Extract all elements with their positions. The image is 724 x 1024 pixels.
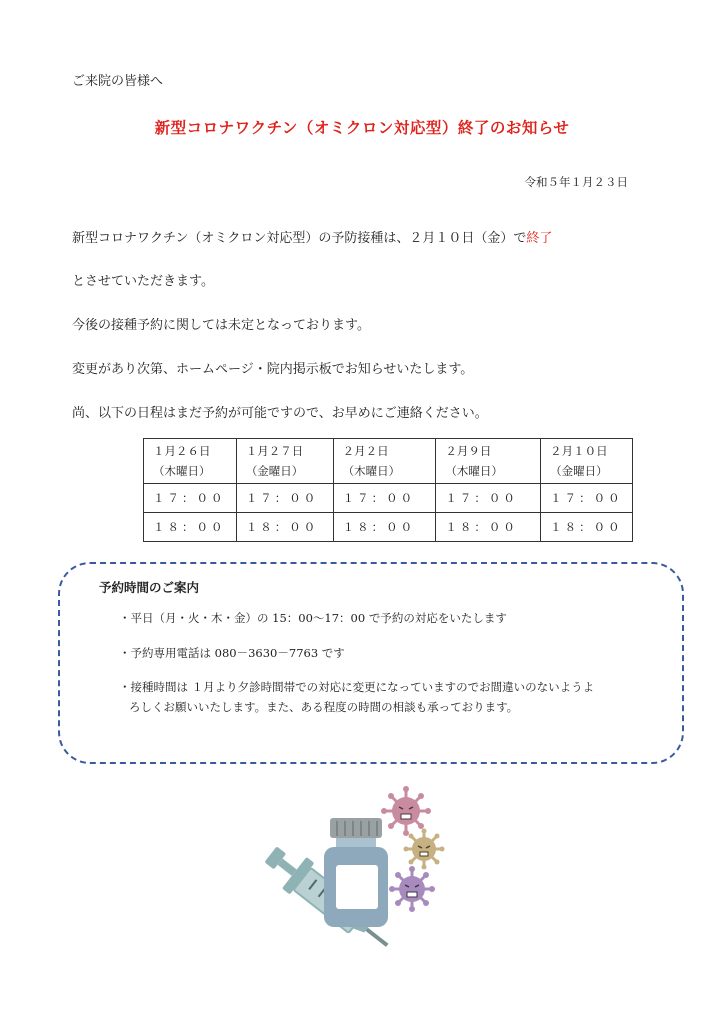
schedule-date-cell	[436, 439, 541, 484]
schedule-date: ２月２日	[342, 444, 389, 458]
schedule-slot: １８：００	[236, 513, 333, 542]
info-item: ・予約専用電話は 080－3630－7763 です	[119, 646, 345, 660]
schedule-date: ２月１０日	[550, 444, 608, 458]
schedule-weekday: （木曜日）	[342, 464, 401, 478]
info-item: ・接種時間は １月より夕診時間帯での対応に変更になっていますのでお間違いのないようよ	[119, 680, 595, 694]
info-title: 予約時間のご案内	[99, 580, 200, 595]
virus-icon	[381, 786, 445, 912]
schedule-slot-row	[144, 513, 633, 542]
schedule-weekday: （金曜日）	[550, 464, 608, 478]
schedule-date-cell	[333, 439, 436, 484]
schedule-slot: １８：００	[333, 513, 436, 542]
schedule-slot: １８：００	[144, 513, 237, 542]
schedule-slot: １７：００	[144, 484, 237, 513]
notice-title: 新型コロナワクチン（オミクロン対応型）終了のお知らせ	[154, 118, 570, 137]
schedule-date-cell	[144, 439, 237, 484]
schedule-date-cell	[236, 439, 333, 484]
schedule-slot: １７：００	[541, 484, 633, 513]
schedule-date: １月２６日	[153, 444, 211, 458]
schedule-slot: １８：００	[541, 513, 633, 542]
body-line-4: 変更があり次第、ホームページ・院内掲示板でお知らせいたします。	[72, 362, 474, 377]
vaccine-vial-icon	[324, 818, 388, 927]
schedule-slot: １７：００	[236, 484, 333, 513]
end-highlight: 終了	[526, 231, 553, 246]
info-item: ・平日（月・火・木・金）の 15：00～17：00 で予約の対応をいたします	[119, 611, 507, 625]
body-line-1	[72, 227, 552, 246]
schedule-date: １月２７日	[245, 444, 304, 458]
vaccine-illustration	[240, 785, 470, 965]
notice-date: 令和５年１月２３日	[524, 175, 628, 189]
schedule-header-row	[144, 439, 633, 484]
body-line-1-text: 新型コロナワクチン（オミクロン対応型）の予防接種は、２月１０日（金）で	[72, 231, 527, 246]
greeting: ご来院の皆様へ	[72, 74, 164, 89]
body-line-3: 今後の接種予約に関しては未定となっております。	[72, 318, 370, 333]
info-item-continued: ろしくお願いいたします。また、ある程度の時間の相談も承っております。	[129, 700, 519, 714]
schedule-weekday: （金曜日）	[245, 464, 304, 478]
body-line-2: とさせていただきます。	[72, 274, 214, 289]
schedule-date: ２月９日	[445, 444, 492, 458]
schedule-table	[143, 438, 633, 542]
body-line-5: 尚、以下の日程はまだ予約が可能ですので、お早めにご連絡ください。	[72, 406, 488, 421]
schedule-slot: １８：００	[436, 513, 541, 542]
schedule-weekday: （木曜日）	[153, 464, 211, 478]
schedule-slot-row	[144, 484, 633, 513]
schedule-date-cell	[541, 439, 633, 484]
schedule-weekday: （木曜日）	[445, 464, 503, 478]
schedule-slot: １７：００	[333, 484, 436, 513]
schedule-slot: １７：００	[436, 484, 541, 513]
